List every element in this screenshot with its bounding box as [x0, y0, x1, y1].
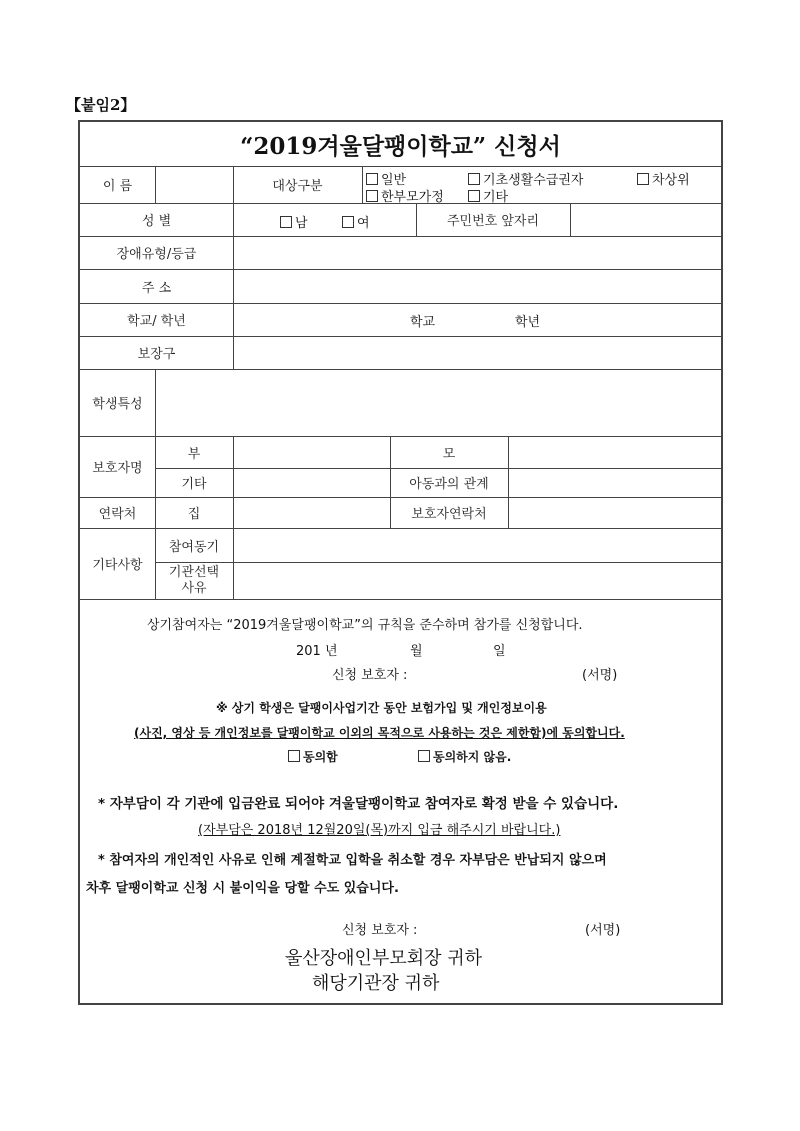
declaration: 상기참여자는 “2019겨울달팽이학교”의 규칙을 준수하며 참가를 신청합니다.	[147, 618, 583, 633]
checkbox-icon	[342, 216, 354, 228]
target-option-basic-livelihood[interactable]: 기초생활수급권자	[468, 169, 583, 188]
relation-label: 아동과의 관계	[409, 477, 489, 492]
gender-option-female[interactable]: 여	[342, 212, 370, 231]
contact-label: 연락처	[98, 507, 137, 522]
date-month: 월	[410, 644, 423, 659]
form-title: “2019겨울달팽이학교” 신청서	[80, 122, 721, 167]
motivation-label: 참여동기	[168, 539, 220, 555]
recipient-1: 울산장애인부모회장 귀하	[285, 948, 482, 969]
recipient-2: 해당기관장 귀하	[312, 973, 440, 994]
target-type-label: 대상구분	[272, 179, 323, 194]
attachment-label: 【붙임2】	[66, 96, 136, 114]
applicant-label: 신청 보호자 :	[332, 668, 408, 683]
student-traits-label: 학생특성	[92, 397, 143, 412]
checkbox-icon	[468, 173, 480, 185]
checkbox-icon	[288, 750, 300, 762]
father-label: 부	[187, 446, 201, 462]
guardian-name-label: 보호자명	[92, 461, 143, 476]
disability-field[interactable]	[233, 236, 721, 269]
checkbox-icon	[366, 190, 378, 202]
target-option-single-parent[interactable]: 한부모가정	[366, 186, 444, 205]
id-front-label: 주민번호 앞자리	[446, 214, 540, 229]
school-grade-label: 학교/ 학년	[127, 314, 186, 329]
consent-line-2: (사진, 영상 등 개인정보를 달팽이학교 이외의 목적으로 사용하는 것은 제한함)에 동의합니다.	[134, 726, 625, 740]
date-year: 201 년	[296, 644, 338, 659]
id-front-field[interactable]	[570, 203, 721, 236]
guardian-contact-label: 보호자연락처	[411, 507, 487, 522]
home-label: 집	[187, 507, 201, 522]
name-label: 이 름	[102, 179, 133, 194]
applicant-label-2: 신청 보호자 :	[342, 923, 418, 938]
consent-no[interactable]: 동의하지 않음.	[418, 748, 511, 765]
checkbox-icon	[418, 750, 430, 762]
checkbox-icon	[637, 173, 649, 185]
misc-label: 기타사항	[92, 558, 143, 573]
district-field[interactable]	[233, 336, 721, 369]
target-option-other[interactable]: 기타	[468, 186, 508, 205]
gender-label: 성 별	[141, 214, 172, 229]
consent-line-1: ※ 상기 학생은 달팽이사업기간 동안 보험가입 및 개인정보이용	[216, 701, 547, 715]
date-day: 일	[493, 644, 506, 659]
target-option-near-poverty[interactable]: 차상위	[637, 169, 690, 188]
gender-option-male[interactable]: 남	[280, 212, 308, 231]
other-label: 기타	[181, 477, 207, 492]
checkbox-icon	[468, 190, 480, 202]
checkbox-icon	[366, 173, 378, 185]
target-option-general[interactable]: 일반	[366, 169, 406, 188]
notice-3b: 차후 달팽이학교 신청 시 불이익을 당할 수도 있습니다.	[86, 881, 399, 896]
checkbox-icon	[280, 216, 292, 228]
student-traits-field[interactable]	[155, 369, 721, 436]
mother-label: 모	[442, 446, 456, 462]
district-label: 보장구	[137, 347, 176, 362]
notice-1: * 자부담이 각 기관에 입금완료 되어야 겨울달팽이학교 참여자로 확정 받을 수 있습니다.	[98, 796, 619, 812]
signature-label-2: (서명)	[585, 923, 621, 938]
grade-suffix: 학년	[515, 315, 541, 330]
institution-reason-label: 기관선택 사유	[168, 564, 220, 596]
address-label: 주 소	[141, 280, 172, 296]
notice-2: (자부담은 2018년 12월20일(목)까지 입금 해주시기 바랍니다.)	[198, 823, 561, 838]
notice-3a: * 참여자의 개인적인 사유로 인해 계절학교 입학을 취소할 경우 자부담은 반납되지 않으며	[98, 853, 607, 868]
school-suffix: 학교	[410, 315, 436, 330]
name-field[interactable]	[155, 166, 233, 203]
application-form	[78, 120, 723, 1005]
signature-label: (서명)	[582, 668, 618, 683]
address-field[interactable]	[233, 269, 721, 303]
consent-yes[interactable]: 동의함	[288, 748, 338, 765]
disability-label: 장애유형/등급	[116, 247, 197, 262]
